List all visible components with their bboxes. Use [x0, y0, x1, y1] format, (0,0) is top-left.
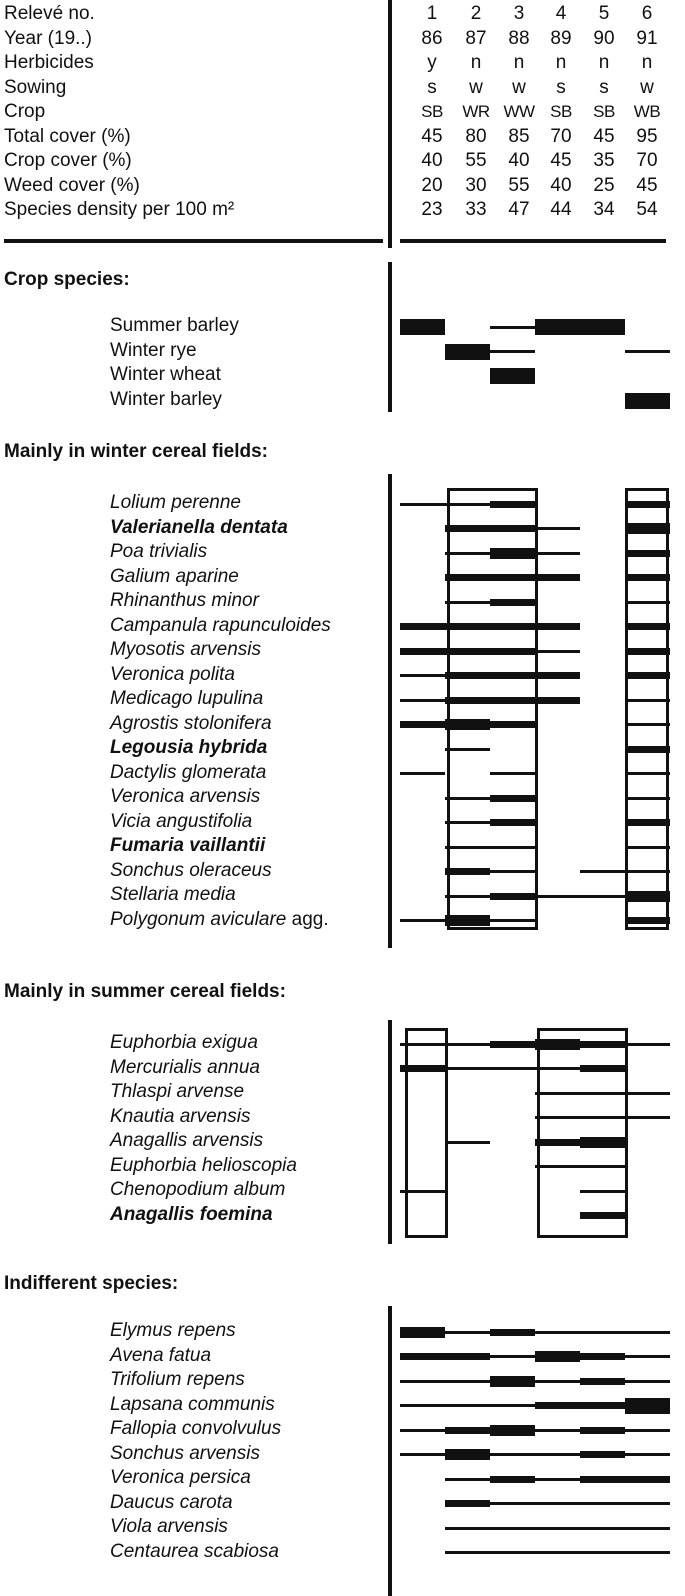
header-value: n — [513, 52, 525, 73]
abundance-bar — [490, 1376, 535, 1387]
abundance-bar — [535, 895, 580, 898]
winter-group-box-a — [447, 488, 538, 930]
section-title: Indifferent species: — [4, 1273, 179, 1294]
abundance-bar — [400, 1404, 445, 1407]
species-name — [110, 834, 265, 858]
abundance-bar — [625, 1116, 670, 1119]
species-name — [110, 736, 267, 760]
header-value: 86 — [421, 27, 443, 49]
header-value: 5 — [598, 3, 610, 24]
species-label: Polygonum aviculare — [110, 908, 287, 930]
header-value: WB — [633, 102, 661, 121]
species-label: Centaurea scabiosa — [110, 1540, 279, 1562]
species-label: Galium aparine — [110, 565, 239, 587]
header-rule-left — [4, 239, 383, 243]
abundance-bar — [535, 672, 580, 679]
abundance-bar — [625, 1092, 670, 1095]
abundance-bar — [580, 1476, 625, 1483]
header-value: WW — [503, 102, 535, 121]
header-label: Crop cover (%) — [4, 150, 132, 171]
abundance-bar — [535, 1380, 580, 1383]
section-divider — [388, 262, 392, 412]
header-value: 70 — [636, 150, 658, 171]
species-label: Stellaria media — [110, 884, 236, 905]
header-value: 34 — [593, 199, 615, 220]
abundance-bar — [400, 674, 445, 677]
abundance-bar — [580, 319, 625, 335]
abundance-bar — [535, 1429, 580, 1432]
header-value: 2 — [470, 3, 482, 24]
header-value: 90 — [593, 27, 615, 49]
section-divider — [388, 474, 392, 948]
species-label: Campanula rapunculoides — [110, 614, 331, 636]
abundance-bar — [445, 1427, 490, 1434]
species-label: Thlaspi arvense — [110, 1081, 245, 1102]
abundance-bar — [445, 1043, 490, 1046]
abundance-bar — [535, 1351, 580, 1362]
abundance-bar — [625, 1527, 670, 1530]
species-label: Summer barley — [110, 315, 239, 336]
header-label: Species density per 100 m² — [4, 199, 235, 220]
header-divider — [388, 0, 392, 248]
species-name — [110, 363, 221, 387]
species-name — [110, 663, 235, 687]
species-name — [110, 761, 266, 785]
header-value: 91 — [636, 27, 658, 49]
abundance-bar — [625, 350, 670, 353]
header-value: 80 — [465, 125, 487, 147]
header-label: Crop — [4, 101, 46, 122]
species-label: Avena fatua — [110, 1344, 212, 1366]
species-label: Elymus repens — [110, 1320, 236, 1341]
species-name — [110, 540, 207, 564]
abundance-bar — [445, 1141, 490, 1144]
species-name — [110, 883, 236, 907]
abundance-bar — [400, 503, 445, 506]
abundance-bar — [400, 1380, 445, 1383]
header-value: 33 — [465, 199, 487, 220]
header-value: 55 — [465, 150, 487, 171]
section-divider — [388, 1020, 392, 1244]
abundance-bar — [580, 1353, 625, 1360]
species-name — [110, 1080, 244, 1104]
species-label: Poa trivialis — [110, 541, 208, 562]
abundance-bar — [580, 870, 625, 873]
abundance-bar — [535, 623, 580, 630]
species-name — [110, 1178, 285, 1202]
species-name — [110, 516, 288, 540]
section-title: Crop species: — [4, 269, 130, 290]
abundance-bar — [400, 319, 445, 335]
abundance-bar — [490, 1527, 535, 1530]
species-name — [110, 1368, 245, 1392]
header-value: 54 — [636, 199, 658, 220]
header-value: 45 — [636, 174, 658, 196]
species-name — [110, 908, 329, 932]
species-name — [110, 565, 239, 589]
abundance-bar — [535, 697, 580, 704]
header-value: 87 — [465, 27, 487, 49]
abundance-bar — [445, 1353, 490, 1360]
abundance-bar — [445, 1404, 490, 1407]
species-label: Lolium perenne — [110, 492, 241, 513]
abundance-bar — [580, 1402, 625, 1409]
header-label: Relevé no. — [4, 3, 95, 24]
abundance-bar — [400, 1429, 445, 1432]
species-name — [110, 1105, 250, 1129]
header-value: 40 — [550, 174, 572, 196]
header-value: y — [427, 52, 437, 73]
header-label: Weed cover (%) — [4, 174, 140, 196]
species-name — [110, 1417, 281, 1441]
species-name — [110, 589, 259, 613]
abundance-bar — [535, 1478, 580, 1481]
abundance-bar — [490, 1355, 535, 1358]
abundance-bar — [400, 648, 445, 655]
species-label: Sonchus oleraceus — [110, 859, 272, 881]
species-label: Vicia angustifolia — [110, 810, 253, 832]
species-name — [110, 1129, 263, 1153]
abundance-bar — [580, 895, 625, 898]
header-value: n — [555, 52, 567, 73]
abundance-bar — [490, 350, 535, 353]
species-name — [110, 1491, 233, 1515]
abundance-bar — [535, 1331, 580, 1334]
header-value: w — [469, 76, 483, 98]
header-value: 25 — [593, 174, 615, 196]
species-label: Fallopia convolvulus — [110, 1418, 282, 1439]
abundance-bar — [490, 368, 535, 384]
header-value: 45 — [550, 150, 572, 171]
header-value: 45 — [593, 125, 615, 147]
header-value: 23 — [421, 199, 443, 220]
species-label: Myosotis arvensis — [110, 639, 261, 660]
abundance-bar — [625, 1398, 670, 1414]
abundance-bar — [625, 1043, 670, 1046]
header-value: 88 — [508, 27, 530, 49]
species-name — [110, 1344, 211, 1368]
species-label: Winter barley — [110, 388, 222, 410]
species-label: Dactylis glomerata — [110, 761, 267, 783]
header-label: Herbicides — [4, 52, 94, 73]
header-value: 4 — [555, 3, 567, 24]
abundance-bar — [625, 393, 670, 409]
header-value: s — [556, 76, 566, 98]
species-name — [110, 1393, 275, 1417]
species-name — [110, 1540, 279, 1564]
species-label: Rhinanthus minor — [110, 590, 259, 611]
species-name — [110, 785, 260, 809]
header-value: 47 — [508, 199, 530, 220]
species-label: Anagallis foemina — [110, 1203, 273, 1225]
abundance-bar — [580, 1378, 625, 1385]
species-name — [110, 712, 272, 736]
abundance-bar — [445, 1478, 490, 1481]
header-value: 85 — [508, 125, 530, 147]
header-value: 44 — [550, 199, 572, 220]
header-value: 20 — [421, 174, 443, 196]
abundance-bar — [400, 772, 445, 775]
species-name — [110, 810, 252, 834]
header-value: w — [640, 76, 654, 98]
species-label: Veronica persica — [110, 1467, 251, 1488]
header-value: 55 — [508, 174, 530, 196]
abundance-bar — [445, 1067, 490, 1070]
header-value: 3 — [513, 3, 525, 24]
header-value: s — [599, 76, 609, 98]
section-divider — [388, 1306, 392, 1596]
header-value: w — [512, 76, 526, 98]
header-value: 35 — [593, 150, 615, 171]
abundance-bar — [490, 1329, 535, 1336]
species-label: Knautia arvensis — [110, 1105, 251, 1127]
header-value: n — [598, 52, 610, 73]
species-label: Euphorbia exigua — [110, 1032, 258, 1053]
abundance-bar — [625, 1453, 670, 1456]
header-value: 70 — [550, 125, 572, 147]
header-value: 40 — [508, 150, 530, 171]
winter-group-box-b — [625, 488, 669, 930]
species-label: Sonchus arvensis — [110, 1442, 260, 1464]
abundance-bar — [535, 319, 580, 335]
species-label: Winter wheat — [110, 364, 221, 385]
species-name — [110, 1319, 236, 1343]
abundance-bar — [580, 1427, 625, 1434]
abundance-bar — [445, 1551, 490, 1554]
abundance-bar — [445, 1331, 490, 1334]
header-value: SB — [550, 102, 572, 121]
species-label: Chenopodium album — [110, 1179, 286, 1200]
abundance-bar — [490, 1551, 535, 1554]
header-label: Total cover (%) — [4, 125, 131, 147]
abundance-bar — [535, 1527, 580, 1530]
header-value: 1 — [426, 3, 438, 24]
header-value: WR — [462, 102, 490, 121]
abundance-bar — [580, 1451, 625, 1458]
abundance-bar — [535, 527, 580, 530]
abundance-bar — [400, 919, 445, 922]
section-title: Mainly in summer cereal fields: — [4, 981, 286, 1002]
abundance-bar — [535, 1551, 580, 1554]
abundance-bar — [535, 1502, 580, 1505]
header-rule-right — [400, 239, 666, 243]
species-name — [110, 1515, 228, 1539]
section-title: Mainly in winter cereal fields: — [4, 441, 268, 462]
header-value: SB — [593, 102, 615, 121]
species-name — [110, 388, 222, 412]
abundance-bar — [625, 1380, 670, 1383]
summer-group-box-a — [405, 1028, 448, 1238]
species-name — [110, 1203, 273, 1227]
header-value: 95 — [636, 125, 658, 147]
species-name — [110, 638, 261, 662]
species-name — [110, 1442, 260, 1466]
abundance-bar — [580, 1502, 625, 1505]
species-label: Anagallis arvensis — [110, 1130, 264, 1151]
species-label: Veronica arvensis — [110, 786, 261, 807]
species-name — [110, 614, 331, 638]
abundance-bar — [625, 1551, 670, 1554]
abundance-bar — [445, 1449, 490, 1460]
abundance-bar — [490, 1476, 535, 1483]
species-label: Legousia hybrida — [110, 737, 268, 758]
species-name — [110, 859, 272, 883]
abundance-bar — [400, 623, 445, 630]
species-name — [110, 1056, 260, 1080]
abundance-bar — [490, 1502, 535, 1505]
header-label: Year (19..) — [4, 27, 93, 49]
abundance-bar — [580, 1551, 625, 1554]
species-label: Valerianella dentata — [110, 516, 288, 538]
species-name — [110, 1154, 297, 1178]
species-name — [110, 339, 197, 363]
abundance-bar — [490, 1041, 535, 1048]
species-label: Medicago lupulina — [110, 688, 264, 709]
abundance-bar — [580, 1527, 625, 1530]
abundance-bar — [445, 1500, 490, 1507]
species-name — [110, 687, 263, 711]
abundance-bar — [535, 1453, 580, 1456]
abundance-bar — [625, 1502, 670, 1505]
species-label: Winter rye — [110, 339, 197, 361]
species-label: Veronica polita — [110, 663, 235, 685]
abundance-bar — [490, 1453, 535, 1456]
abundance-bar — [400, 1453, 445, 1456]
abundance-bar — [625, 1429, 670, 1432]
abundance-bar — [445, 1380, 490, 1383]
abundance-bar — [535, 552, 580, 555]
abundance-bar — [625, 1331, 670, 1334]
species-label: Lapsana communis — [110, 1393, 275, 1415]
species-label: Trifolium repens — [110, 1369, 245, 1390]
abundance-bar — [490, 1425, 535, 1436]
species-label: Viola arvensis — [110, 1516, 228, 1537]
abundance-bar — [625, 1355, 670, 1358]
abundance-bar — [490, 1404, 535, 1407]
abundance-bar — [580, 1331, 625, 1334]
species-suffix: agg. — [286, 908, 329, 930]
header-value: n — [470, 52, 482, 73]
abundance-bar — [535, 650, 580, 653]
abundance-bar — [535, 574, 580, 581]
abundance-bar — [490, 326, 535, 329]
species-name — [110, 1031, 258, 1055]
species-label: Mercurialis annua — [110, 1056, 260, 1078]
species-label: Daucus carota — [110, 1491, 233, 1513]
species-label: Euphorbia helioscopia — [110, 1154, 297, 1176]
species-label: Agrostis stolonifera — [110, 712, 272, 734]
header-value: 89 — [550, 27, 572, 49]
species-label: Fumaria vaillantii — [110, 835, 266, 856]
header-label: Sowing — [4, 76, 67, 98]
abundance-bar — [400, 1327, 445, 1338]
abundance-bar — [400, 699, 445, 702]
abundance-bar — [400, 721, 445, 728]
abundance-bar — [625, 1476, 670, 1483]
header-value: 6 — [641, 3, 653, 24]
header-value: s — [427, 76, 437, 98]
abundance-bar — [490, 1067, 535, 1070]
header-value: 40 — [421, 150, 443, 171]
abundance-bar — [445, 344, 490, 360]
header-value: 30 — [465, 174, 487, 196]
summer-group-box-b — [537, 1028, 628, 1238]
header-value: SB — [421, 102, 443, 121]
abundance-bar — [400, 1353, 445, 1360]
species-name — [110, 1466, 251, 1490]
species-name — [110, 491, 241, 515]
header-value: 45 — [421, 125, 443, 147]
species-name — [110, 314, 239, 338]
abundance-bar — [445, 1527, 490, 1530]
abundance-bar — [535, 1402, 580, 1409]
header-value: n — [641, 52, 653, 73]
